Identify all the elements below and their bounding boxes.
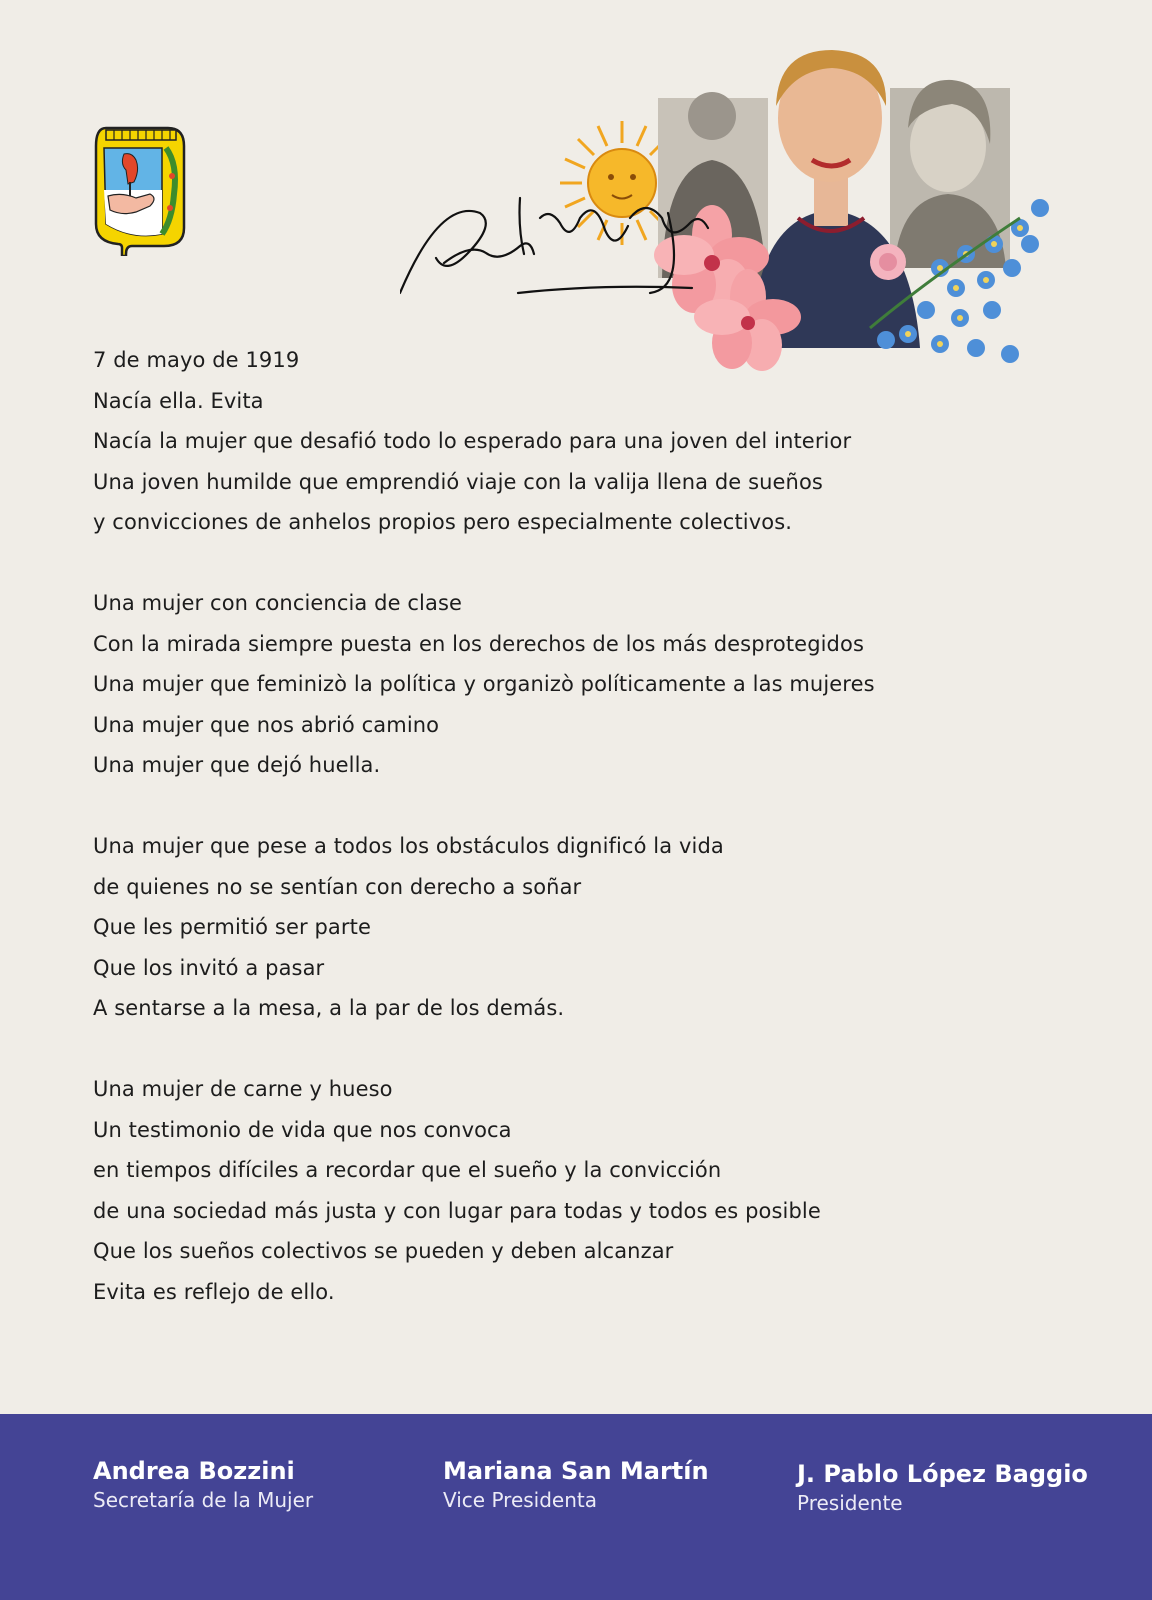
letter-line: Nacía la mujer que desafió todo lo esperado para una joven del interior xyxy=(93,429,852,453)
signatory-role: Vice Presidenta xyxy=(443,1488,598,1512)
stanza-4 xyxy=(93,1069,1053,1312)
letter-line: 7 de mayo de 1919 xyxy=(93,348,300,372)
letter-line: Una mujer con conciencia de clase xyxy=(93,591,463,615)
signatory-role: Secretaría de la Mujer xyxy=(93,1488,314,1512)
letter-line: de quienes no se sentían con derecho a soñar xyxy=(93,874,582,899)
letter-line: de una sociedad más justa y con lugar para todas y todos es posible xyxy=(93,1198,821,1223)
stanza-2 xyxy=(93,583,1053,786)
stanza-3 xyxy=(93,826,1053,1029)
letter-line: A sentarse a la mesa, a la par de los demás. xyxy=(93,996,565,1020)
letter-line: Que los invitó a pasar xyxy=(93,955,325,980)
signatories-footer xyxy=(0,1414,1152,1600)
letter-line: Un testimonio de vida que nos convoca xyxy=(93,1117,512,1142)
letter-line: Que los sueños colectivos se pueden y deben alcanzar xyxy=(93,1239,674,1263)
stanza-1 xyxy=(93,340,1053,543)
letter-line: Una mujer de carne y hueso xyxy=(93,1077,393,1101)
letter-line: Una mujer que nos abrió camino xyxy=(93,712,440,737)
letter-body xyxy=(93,340,1053,1353)
letter-line: Una mujer que feminizò la política y organizò políticamente a las mujeres xyxy=(93,672,875,696)
signatory-2 xyxy=(443,1456,709,1514)
letter-line: Una mujer que dejó huella. xyxy=(93,753,381,777)
letter-line: Una mujer que pese a todos los obstáculos dignificó la vida xyxy=(93,834,724,858)
pj-shield-emblem-icon xyxy=(92,124,188,256)
signatory-1 xyxy=(93,1456,313,1514)
letter-line: Que les permitió ser parte xyxy=(93,915,371,939)
letter-line: Evita es reflejo de ello. xyxy=(93,1279,335,1304)
letter-line: en tiempos difíciles a recordar que el sueño y la convicción xyxy=(93,1158,722,1182)
header-collage xyxy=(400,48,1100,388)
signatory-role: Presidente xyxy=(797,1491,903,1515)
signatory-name: Andrea Bozzini xyxy=(93,1457,295,1485)
letter-line: Nacía ella. Evita xyxy=(93,388,264,413)
signatory-name: Mariana San Martín xyxy=(443,1457,709,1485)
signatory-3 xyxy=(797,1459,1088,1517)
letter-line: y convicciones de anhelos propios pero especialmente colectivos. xyxy=(93,510,793,534)
letter-line: Con la mirada siempre puesta en los derechos de los más desprotegidos xyxy=(93,631,864,656)
signatory-name: J. Pablo López Baggio xyxy=(797,1460,1088,1488)
letter-line: Una joven humilde que emprendió viaje con la valija llena de sueños xyxy=(93,469,823,494)
